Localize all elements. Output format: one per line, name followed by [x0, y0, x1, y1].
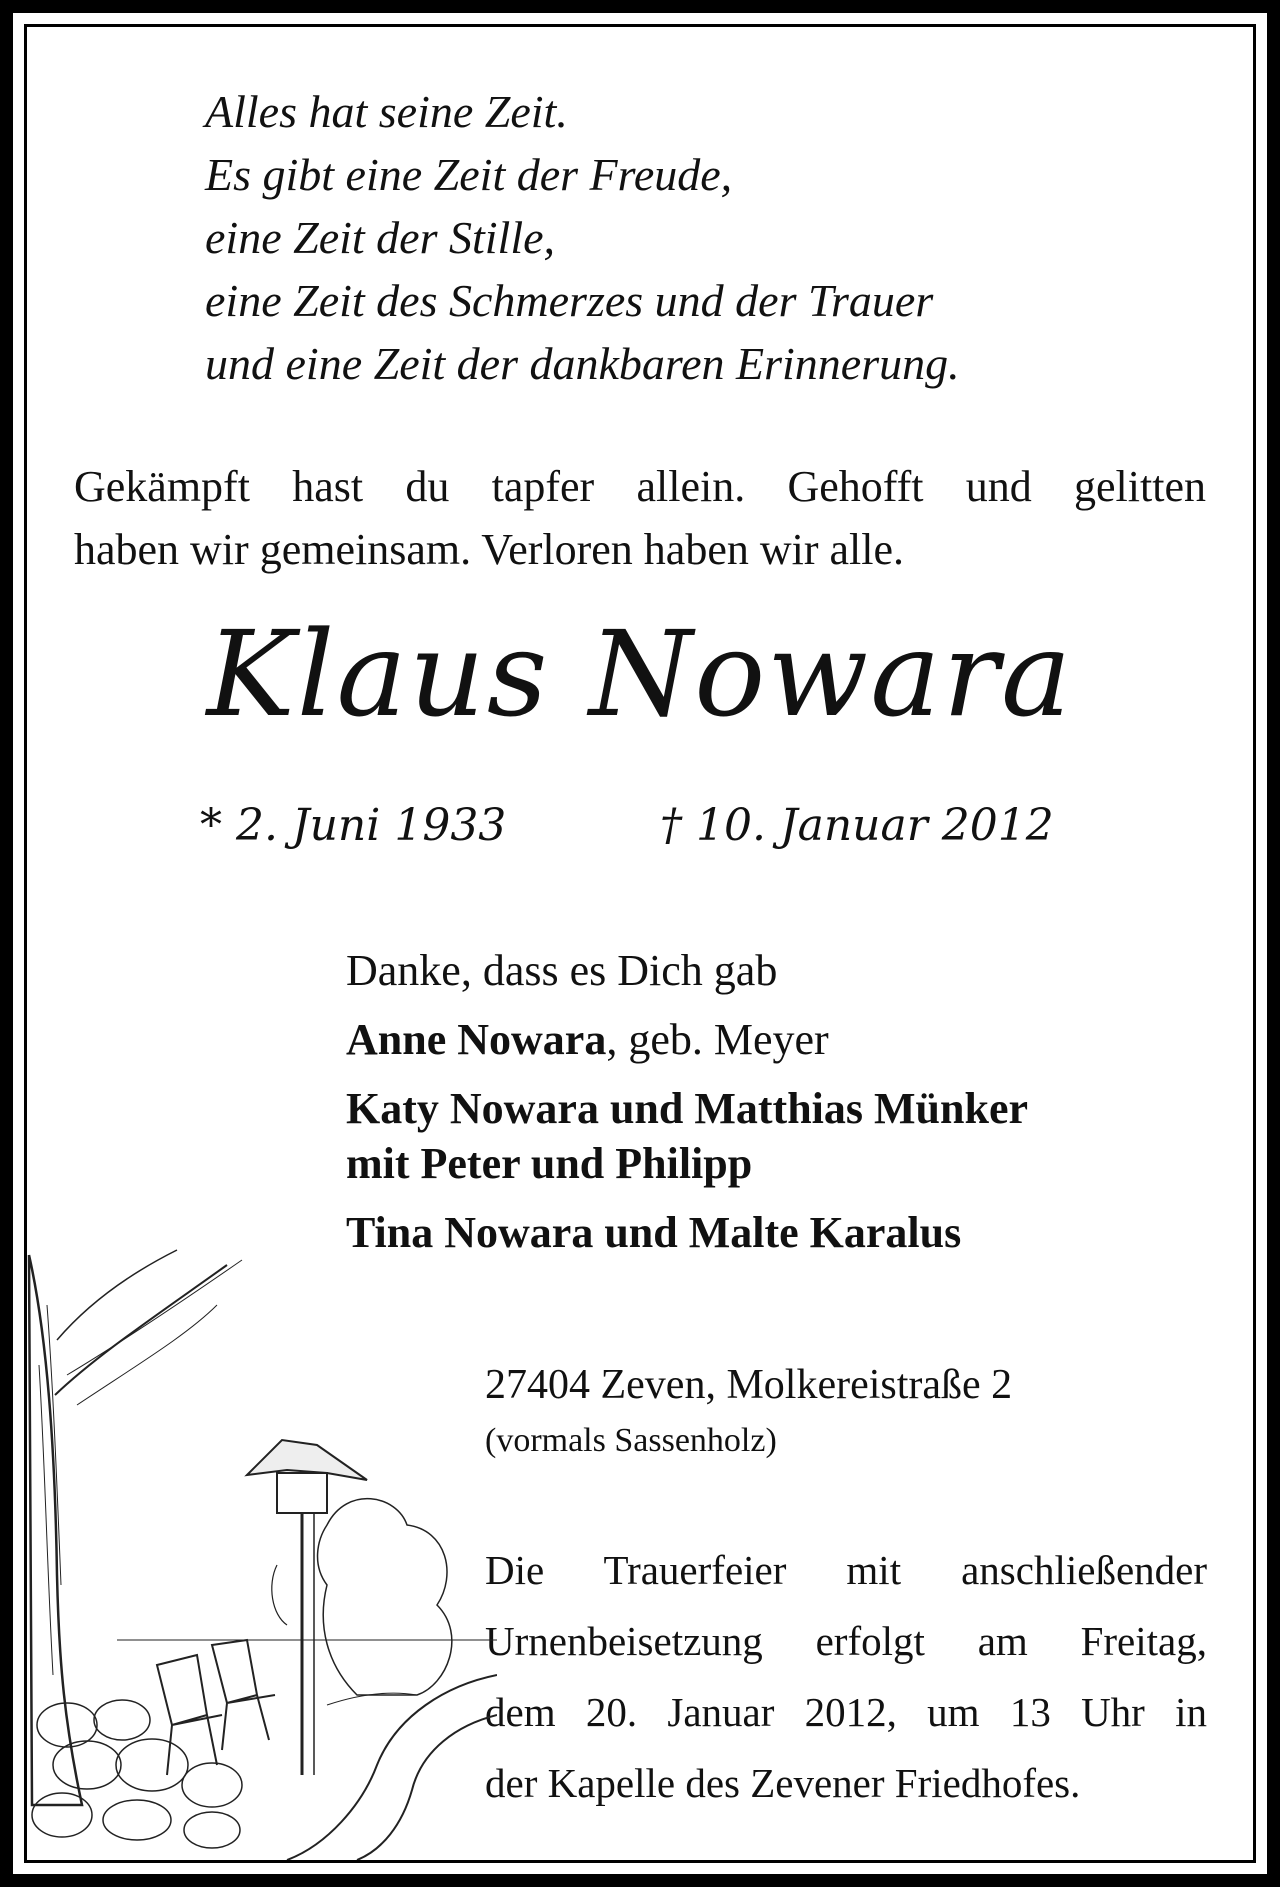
child2-line: Tina Nowara und Malte Karalus — [346, 1208, 962, 1257]
intro-line: Gekämpft hast du tapfer allein. Gehofft und gelitten — [74, 462, 1206, 511]
intro-text — [74, 455, 1206, 581]
chair — [212, 1640, 275, 1750]
spouse-name: Anne Nowara — [346, 1015, 607, 1064]
child1-line: mit Peter und Philipp — [346, 1139, 753, 1188]
garden-illustration — [27, 1245, 497, 1860]
death-date: † 10. Januar 2012 — [660, 800, 1054, 851]
spouse-suffix: , geb. Meyer — [606, 1015, 829, 1064]
thanks-line: Danke, dass es Dich gab — [346, 946, 778, 995]
child1-entry — [346, 1081, 1028, 1191]
address-street: 27404 Zeven, Molkereistraße 2 — [485, 1362, 1013, 1408]
poem-line: Alles hat seine Zeit. — [205, 86, 568, 137]
bush — [318, 1499, 452, 1695]
deceased-name: Klaus Nowara — [206, 605, 1074, 743]
poem-line: Es gibt eine Zeit der Freude, — [205, 149, 733, 200]
family-list — [346, 943, 1028, 1274]
chair — [157, 1655, 222, 1775]
ceremony-line: Urnenbeisetzung erfolgt am Freitag, — [485, 1618, 1207, 1664]
stone-pile — [32, 1700, 242, 1848]
address-note: (vormals Sassenholz) — [485, 1422, 777, 1459]
spouse-line — [346, 1012, 1028, 1067]
ceremony-line: Die Trauerfeier mit anschließender — [485, 1547, 1207, 1593]
poem — [205, 80, 960, 395]
poem-line: eine Zeit des Schmerzes und der Trauer — [205, 275, 934, 326]
ceremony-text — [485, 1535, 1207, 1819]
intro-line: haben wir gemeinsam. Verloren haben wir alle. — [74, 525, 905, 574]
child1-line: Katy Nowara und Matthias Münker — [346, 1084, 1029, 1133]
ceremony-line: der Kapelle des Zevener Friedhofes. — [485, 1760, 1081, 1806]
birdhouse-box — [277, 1473, 327, 1513]
poem-line: eine Zeit der Stille, — [205, 212, 556, 263]
poem-line: und eine Zeit der dankbaren Erinnerung. — [205, 338, 960, 389]
tree-branch — [55, 1265, 227, 1395]
ceremony-line: dem 20. Januar 2012, um 13 Uhr in — [485, 1689, 1207, 1735]
birth-date: * 2. Juni 1933 — [200, 800, 507, 851]
address-block — [485, 1355, 1012, 1467]
